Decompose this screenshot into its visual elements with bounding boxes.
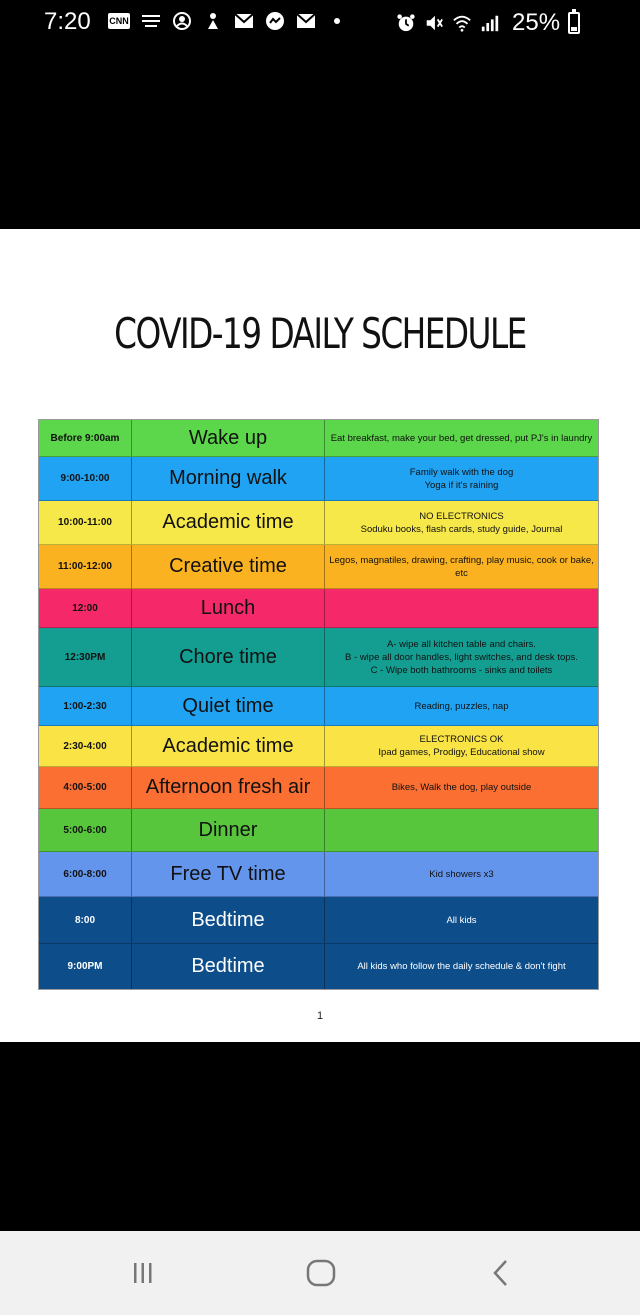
note-line: Ipad games, Prodigy, Educational show: [378, 747, 545, 758]
schedule-row: [39, 420, 598, 457]
emoji-icon: [203, 11, 223, 31]
row-notes: [325, 589, 598, 627]
battery-fill: [571, 27, 577, 32]
row-activity: Academic time: [132, 726, 325, 766]
wifi-icon: [452, 13, 472, 33]
news-icon: [141, 11, 161, 31]
row-notes: [325, 545, 598, 588]
status-time: 7:20: [44, 8, 91, 35]
schedule-row: [39, 809, 598, 852]
battery-icon: [568, 12, 580, 34]
navigation-bar: [0, 1231, 640, 1315]
schedule-row: [39, 501, 598, 545]
schedule-table: [38, 419, 599, 990]
row-time: 12:30PM: [39, 628, 132, 686]
note-line: Reading, puzzles, nap: [414, 700, 509, 712]
row-activity: Quiet time: [132, 687, 325, 725]
schedule-image: [0, 229, 640, 1042]
row-activity: Morning walk: [132, 457, 325, 500]
home-icon: [306, 1259, 336, 1287]
mail-icon: [296, 11, 316, 31]
row-time: Before 9:00am: [39, 420, 132, 456]
row-time: 5:00-6:00: [39, 809, 132, 851]
recent-apps-button[interactable]: [113, 1253, 173, 1293]
schedule-row: [39, 687, 598, 726]
document-title: COVID-19 DAILY SCHEDULE: [114, 309, 526, 358]
note-line: Kid showers x3: [429, 868, 494, 880]
note-line: ELECTRONICS OK: [419, 734, 504, 745]
row-notes: [325, 897, 598, 943]
note-line: Soduku books, flash cards, study guide, Journal: [360, 523, 563, 535]
messenger-icon: [265, 11, 285, 31]
row-time: 8:00: [39, 897, 132, 943]
row-notes: [325, 628, 598, 686]
schedule-row: [39, 852, 598, 897]
back-button[interactable]: [471, 1253, 531, 1293]
row-activity: Afternoon fresh air: [132, 767, 325, 808]
row-activity: Creative time: [132, 545, 325, 588]
schedule-row: [39, 457, 598, 501]
note-line: NO ELECTRONICS: [419, 510, 504, 522]
note-line: Legos, magnatiles, drawing, crafting, play music, cook or bake, etc: [329, 554, 594, 579]
row-notes: [325, 687, 598, 725]
row-time: 1:00-2:30: [39, 687, 132, 725]
signal-icon: [480, 13, 500, 33]
row-time: 9:00-10:00: [39, 457, 132, 500]
alarm-icon: [396, 13, 416, 33]
row-notes: [325, 420, 598, 456]
schedule-row: [39, 545, 598, 589]
schedule-row: [39, 767, 598, 809]
row-notes: [325, 809, 598, 851]
battery-percent: 25%: [512, 9, 561, 36]
row-time: 2:30-4:00: [39, 726, 132, 766]
account-icon: [172, 11, 192, 31]
row-notes: [325, 767, 598, 808]
mail-icon: [234, 11, 254, 31]
row-activity: Wake up: [132, 420, 325, 456]
row-activity: Lunch: [132, 589, 325, 627]
row-time: 9:00PM: [39, 944, 132, 989]
note-line: A- wipe all kitchen table and chairs.: [387, 638, 536, 650]
note-line: Eat breakfast, make your bed, get dressed, put PJ's in laundry: [330, 432, 593, 444]
row-time: 4:00-5:00: [39, 767, 132, 808]
note-line: Family walk with the dog: [409, 466, 514, 478]
row-time: 11:00-12:00: [39, 545, 132, 588]
row-notes: [325, 944, 598, 989]
schedule-row: [39, 628, 598, 687]
row-notes: [325, 501, 598, 544]
note-line: Yoga if it's raining: [424, 479, 499, 491]
schedule-row: [39, 589, 598, 628]
row-activity: Bedtime: [132, 897, 325, 943]
row-time: 12:00: [39, 589, 132, 627]
note-line: All kids: [446, 914, 477, 926]
row-activity: Bedtime: [132, 944, 325, 989]
row-notes: [325, 457, 598, 500]
row-time: 6:00-8:00: [39, 852, 132, 896]
note-line: B - wipe all door handles, light switches, and desk tops.: [345, 651, 578, 663]
page-number: 1: [316, 1010, 324, 1022]
schedule-row: [39, 944, 598, 989]
back-icon: [492, 1259, 510, 1287]
row-notes: [325, 852, 598, 896]
row-notes: [325, 726, 598, 766]
note-line: C - Wipe both bathrooms - sinks and toilets: [370, 664, 553, 676]
status-bar: [0, 0, 640, 46]
mute-icon: [424, 13, 444, 33]
row-activity: Free TV time: [132, 852, 325, 896]
note-line: All kids who follow the daily schedule & don't fight: [357, 961, 566, 972]
cnn-icon: CNN: [108, 13, 130, 29]
schedule-row: [39, 897, 598, 944]
schedule-row: [39, 726, 598, 767]
system-icons: [396, 9, 580, 37]
row-time: 10:00-11:00: [39, 501, 132, 544]
recent-apps-icon: [131, 1261, 155, 1285]
row-activity: Academic time: [132, 501, 325, 544]
row-activity: Dinner: [132, 809, 325, 851]
home-button[interactable]: [291, 1253, 351, 1293]
notification-icons: [108, 11, 347, 31]
row-activity: Chore time: [132, 628, 325, 686]
dot-icon: [327, 11, 347, 31]
note-line: Bikes, Walk the dog, play outside: [391, 782, 532, 793]
